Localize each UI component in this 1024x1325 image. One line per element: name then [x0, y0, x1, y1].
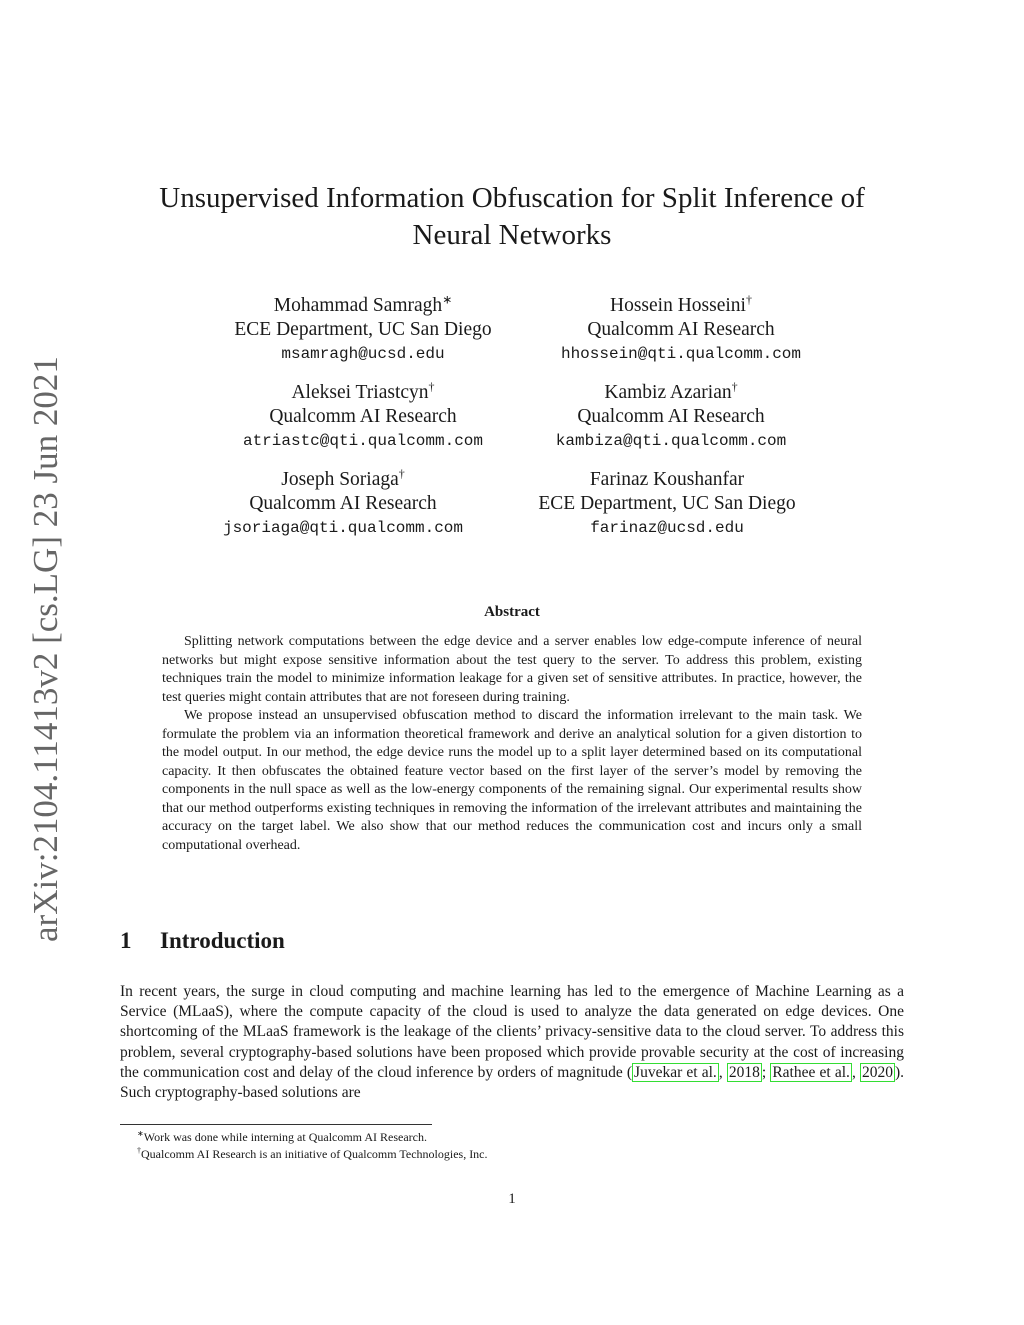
- author-name: Farinaz Koushanfar: [589, 469, 745, 490]
- author-footnote-mark: †: [398, 466, 405, 481]
- citation-year-link[interactable]: 2018: [728, 1063, 760, 1081]
- section-title: Introduction: [160, 928, 285, 953]
- paper-title: Unsupervised Information Obfuscation for Split Inference of Neural Networks: [159, 182, 865, 251]
- abstract-heading: Abstract: [484, 604, 540, 620]
- author-email[interactable]: hhossein@qti.qualcomm.com: [560, 345, 802, 363]
- author-block: [506, 381, 836, 453]
- section-heading: [120, 928, 285, 954]
- author-affiliation: ECE Department, UC San Diego: [234, 319, 492, 340]
- author-email[interactable]: farinaz@ucsd.edu: [590, 519, 744, 537]
- author-affiliation: Qualcomm AI Research: [577, 406, 765, 427]
- author-block: [198, 294, 528, 366]
- abstract-paragraph: Splitting network computations between the edge device and a server enables low edge-compute inference of neural networks but might expose sensitive information about the test query to the server. To address this problem, existing techniques train the model to minimize information leakage for a given set of sensitive attributes. In practice, however, the test queries might contain attributes that are not foreseen during training.: [162, 634, 862, 705]
- author-name: Joseph Soriaga: [281, 469, 399, 490]
- introduction-paragraph: In recent years, the surge in cloud computing and machine learning has led to the emergence of Machine Learning as a Service (MLaaS), where the compute capacity of the cloud is used to analyze the data generated on edge devices. One shortcoming of the MLaaS framework is the leakage of the clients’ privacy-sensitive data to the cloud server. To address this problem, several cryptography-based solutions have been proposed which provide provable security at the cost of increasing the communication cost and delay of the cloud inference by orders of magnitude ( Juvekar et al. , 2018 ; Rathee et al. , 2020 ). Such cryptography-based solutions are: [120, 983, 905, 1102]
- footnote-text: Qualcomm AI Research is an initiative of Qualcomm Technologies, Inc.: [141, 1147, 488, 1161]
- footnote-mark: ∗: [137, 1129, 144, 1138]
- citation-link[interactable]: Juvekar et al.: [634, 1063, 717, 1081]
- author-footnote-mark: †: [745, 292, 752, 307]
- author-block: [502, 468, 832, 540]
- author-name: Hossein Hosseini: [610, 295, 746, 316]
- page-number: 1: [508, 1191, 516, 1207]
- author-block: [516, 294, 846, 366]
- author-footnote-mark: †: [731, 379, 738, 394]
- citation-link[interactable]: Rathee et al.: [772, 1063, 850, 1081]
- author-footnote-mark: †: [428, 379, 435, 394]
- abstract-body: [162, 633, 862, 855]
- author-email[interactable]: kambiza@qti.qualcomm.com: [555, 432, 787, 450]
- footnote-mark: †: [137, 1146, 141, 1155]
- abstract-paragraph: We propose instead an unsupervised obfuscation method to discard the information irrelevant to the main task. We formulate the problem via an information theoretical framework and derive an analytical solution for a given distortion to the model output. In our method, the edge device runs the model up to a split layer determined based on its computational capacity. It then obfuscates the obtained feature vector based on the first layer of the server’s model by removing the components in the null space as well as the low-energy components of the remaining signal. Our experimental results show that our method outperforms existing techniques in removing the information of the irrelevant attributes and maintaining the accuracy on the target label. We also show that our method reduces the communication cost and incurs only a small computational overhead.: [162, 708, 862, 853]
- author-name: Aleksei Triastcyn: [291, 382, 429, 403]
- author-email[interactable]: jsoriaga@qti.qualcomm.com: [222, 519, 464, 537]
- paragraph-text: ). Such cryptography-based solutions are: [120, 1063, 905, 1102]
- author-block: [178, 468, 508, 540]
- author-email[interactable]: atriastc@qti.qualcomm.com: [242, 432, 484, 450]
- author-affiliation: Qualcomm AI Research: [249, 493, 437, 514]
- paragraph-text: In recent years, the surge in cloud computing and machine learning has led to the emergence of Machine Learning as a Service (MLaaS), where the compute capacity of the cloud is used to analyze the data generated on edge devices. One shortcoming of the MLaaS framework is the leakage of the clients’ privacy-sensitive data to the cloud server. To address this problem, several cryptography-based solutions have been proposed which provide provable security at the cost of increasing the communication cost and delay of the cloud inference by orders of magnitude (: [120, 983, 904, 1081]
- author-block: [198, 381, 528, 453]
- author-footnote-mark: ∗: [442, 292, 453, 307]
- arxiv-identifier: arXiv:2104.11413v2 [cs.LG] 23 Jun 2021: [26, 356, 65, 942]
- author-affiliation: Qualcomm AI Research: [587, 319, 775, 340]
- footnote: [137, 1143, 488, 1162]
- author-affiliation: ECE Department, UC San Diego: [538, 493, 796, 514]
- footnote-rule: [120, 1124, 432, 1125]
- author-name: Kambiz Azarian: [604, 382, 732, 403]
- citation-year-link[interactable]: 2020: [861, 1063, 893, 1081]
- author-email[interactable]: msamragh@ucsd.edu: [281, 345, 445, 363]
- footnote-text: Work was done while interning at Qualcomm AI Research.: [143, 1130, 427, 1144]
- author-affiliation: Qualcomm AI Research: [269, 406, 457, 427]
- section-number: 1: [120, 928, 132, 953]
- author-name: Mohammad Samragh: [273, 295, 443, 316]
